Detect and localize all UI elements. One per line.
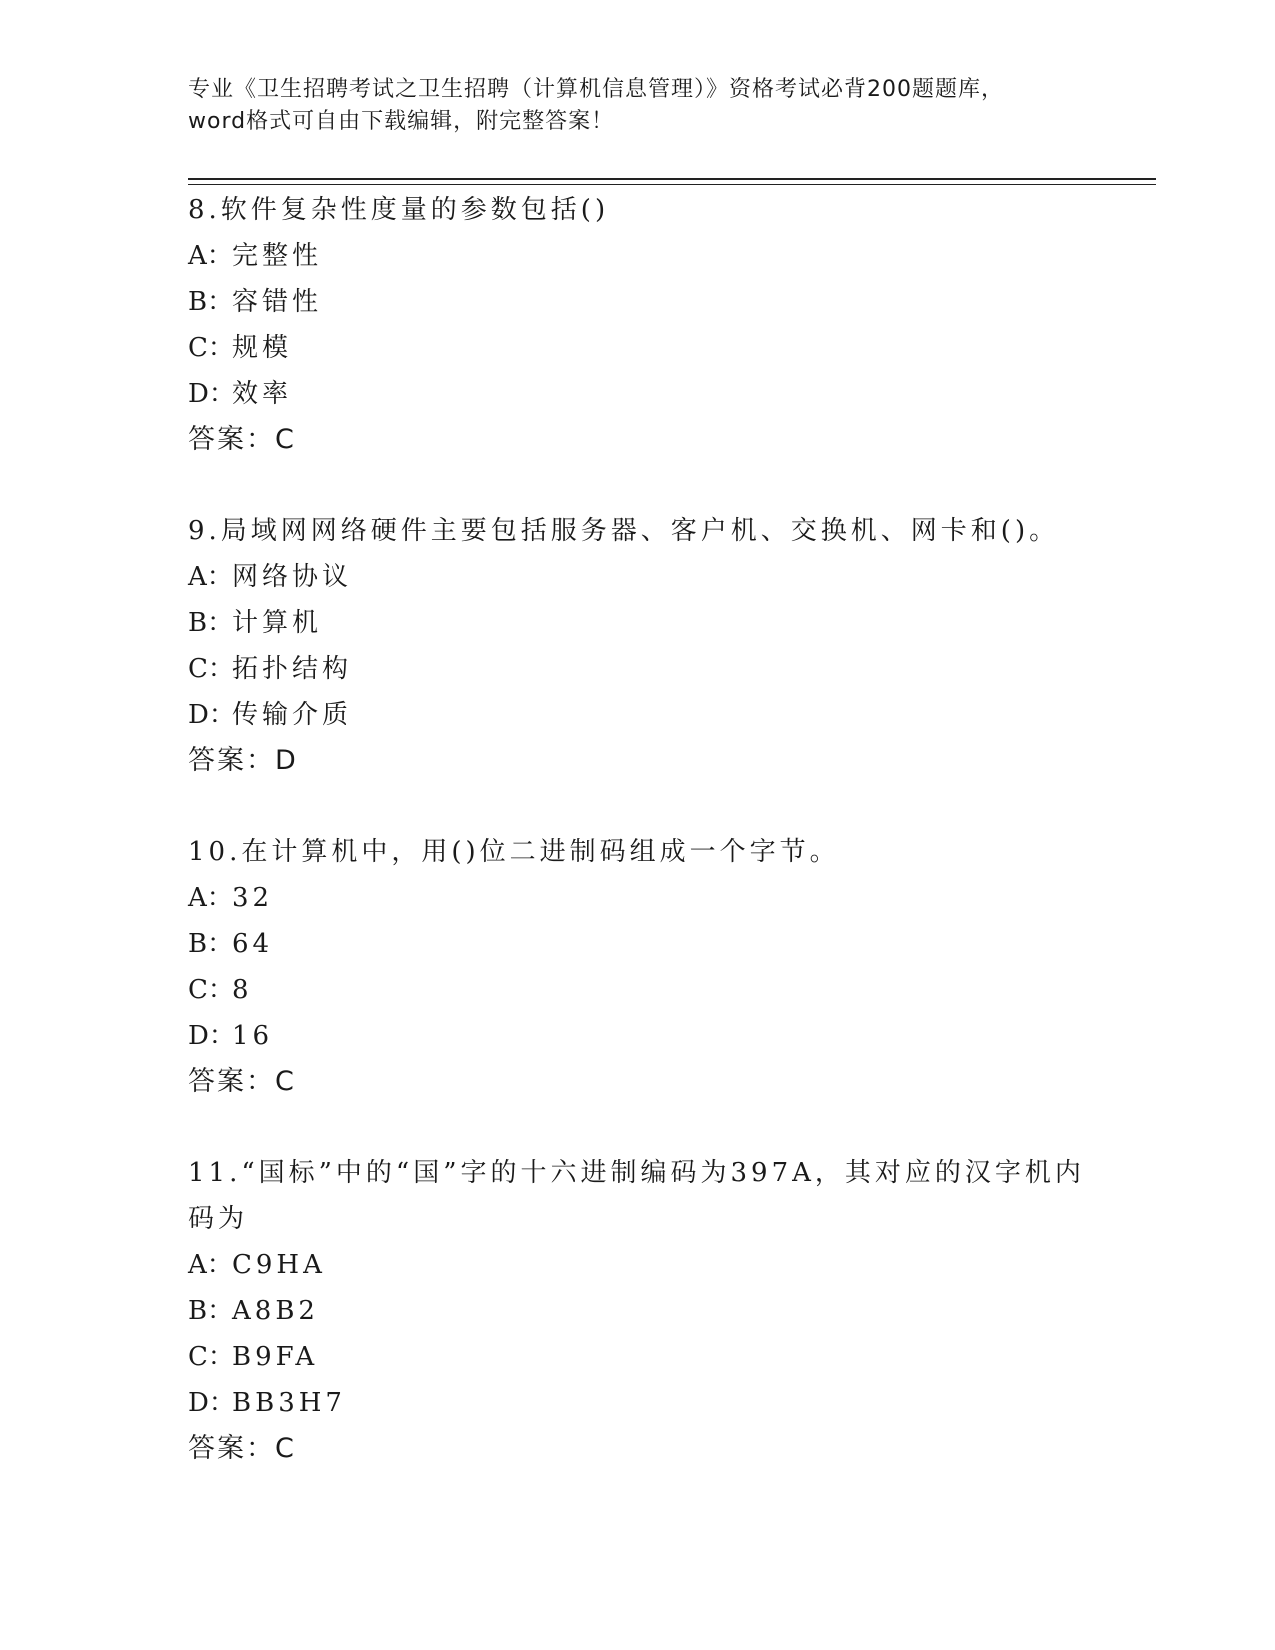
option-text: C9HA — [232, 1250, 326, 1280]
option-text: 16 — [232, 1021, 274, 1051]
option-a — [188, 875, 1108, 921]
question-stem: 11.“国标”中的“国”字的十六进制编码为397A，其对应的汉字机内码为 — [188, 1158, 1085, 1234]
option-key: B： — [188, 1296, 234, 1326]
option-b — [188, 1288, 1108, 1334]
option-text: 32 — [232, 883, 274, 913]
option-key: D： — [188, 1388, 235, 1418]
option-key: D： — [188, 1021, 235, 1051]
option-b — [188, 921, 1108, 967]
option-text: 传输介质 — [232, 700, 353, 730]
option-b — [188, 279, 1108, 325]
option-text: 8 — [232, 975, 253, 1005]
option-a — [188, 554, 1108, 600]
option-text: 网络协议 — [232, 562, 353, 592]
header-line-2: word格式可自由下载编辑，附完整答案！ — [188, 109, 615, 134]
option-key: A： — [188, 1250, 233, 1280]
option-text: 完整性 — [232, 241, 323, 271]
option-key: C： — [188, 1342, 234, 1372]
question-9 — [188, 508, 1108, 784]
option-text: 效率 — [232, 379, 293, 409]
option-c — [188, 325, 1108, 371]
option-key: D： — [188, 700, 235, 730]
option-key: D： — [188, 379, 235, 409]
question-stem: 9.局域网网络硬件主要包括服务器、客户机、交换机、网卡和()。 — [188, 516, 1060, 546]
option-d — [188, 371, 1108, 417]
question-10 — [188, 829, 1108, 1105]
question-stem: 8.软件复杂性度量的参数包括() — [188, 195, 610, 225]
option-text: B9FA — [232, 1342, 319, 1372]
option-key: B： — [188, 287, 234, 317]
option-key: C： — [188, 333, 234, 363]
document-header — [188, 74, 1088, 138]
header-divider-thick — [188, 178, 1156, 180]
option-d — [188, 1380, 1108, 1426]
option-text: 64 — [232, 929, 274, 959]
option-key: B： — [188, 608, 234, 638]
answer-line: 答案：C — [188, 1433, 296, 1464]
option-text: 拓扑结构 — [232, 654, 353, 684]
header-divider-thin — [188, 184, 1156, 185]
answer-line: 答案：D — [188, 745, 298, 776]
option-b — [188, 600, 1108, 646]
option-text: A8B2 — [232, 1296, 319, 1326]
answer-line: 答案：C — [188, 424, 296, 455]
option-key: A： — [188, 883, 233, 913]
option-key: A： — [188, 562, 233, 592]
option-text: 规模 — [232, 333, 293, 363]
option-c — [188, 967, 1108, 1013]
option-text: 容错性 — [232, 287, 323, 317]
option-key: B： — [188, 929, 234, 959]
option-c — [188, 1334, 1108, 1380]
question-stem: 10.在计算机中，用()位二进制码组成一个字节。 — [188, 837, 840, 867]
option-a — [188, 233, 1108, 279]
option-key: C： — [188, 975, 234, 1005]
option-c — [188, 646, 1108, 692]
option-text: BB3H7 — [232, 1388, 346, 1418]
option-key: C： — [188, 654, 234, 684]
option-text: 计算机 — [232, 608, 323, 638]
header-line-1: 专业《卫生招聘考试之卫生招聘（计算机信息管理）》资格考试必背200题题库， — [188, 77, 1004, 102]
question-8 — [188, 187, 1108, 463]
option-d — [188, 1013, 1108, 1059]
answer-line: 答案：C — [188, 1066, 296, 1097]
option-key: A： — [188, 241, 233, 271]
question-11 — [188, 1150, 1108, 1472]
option-d — [188, 692, 1108, 738]
option-a — [188, 1242, 1108, 1288]
